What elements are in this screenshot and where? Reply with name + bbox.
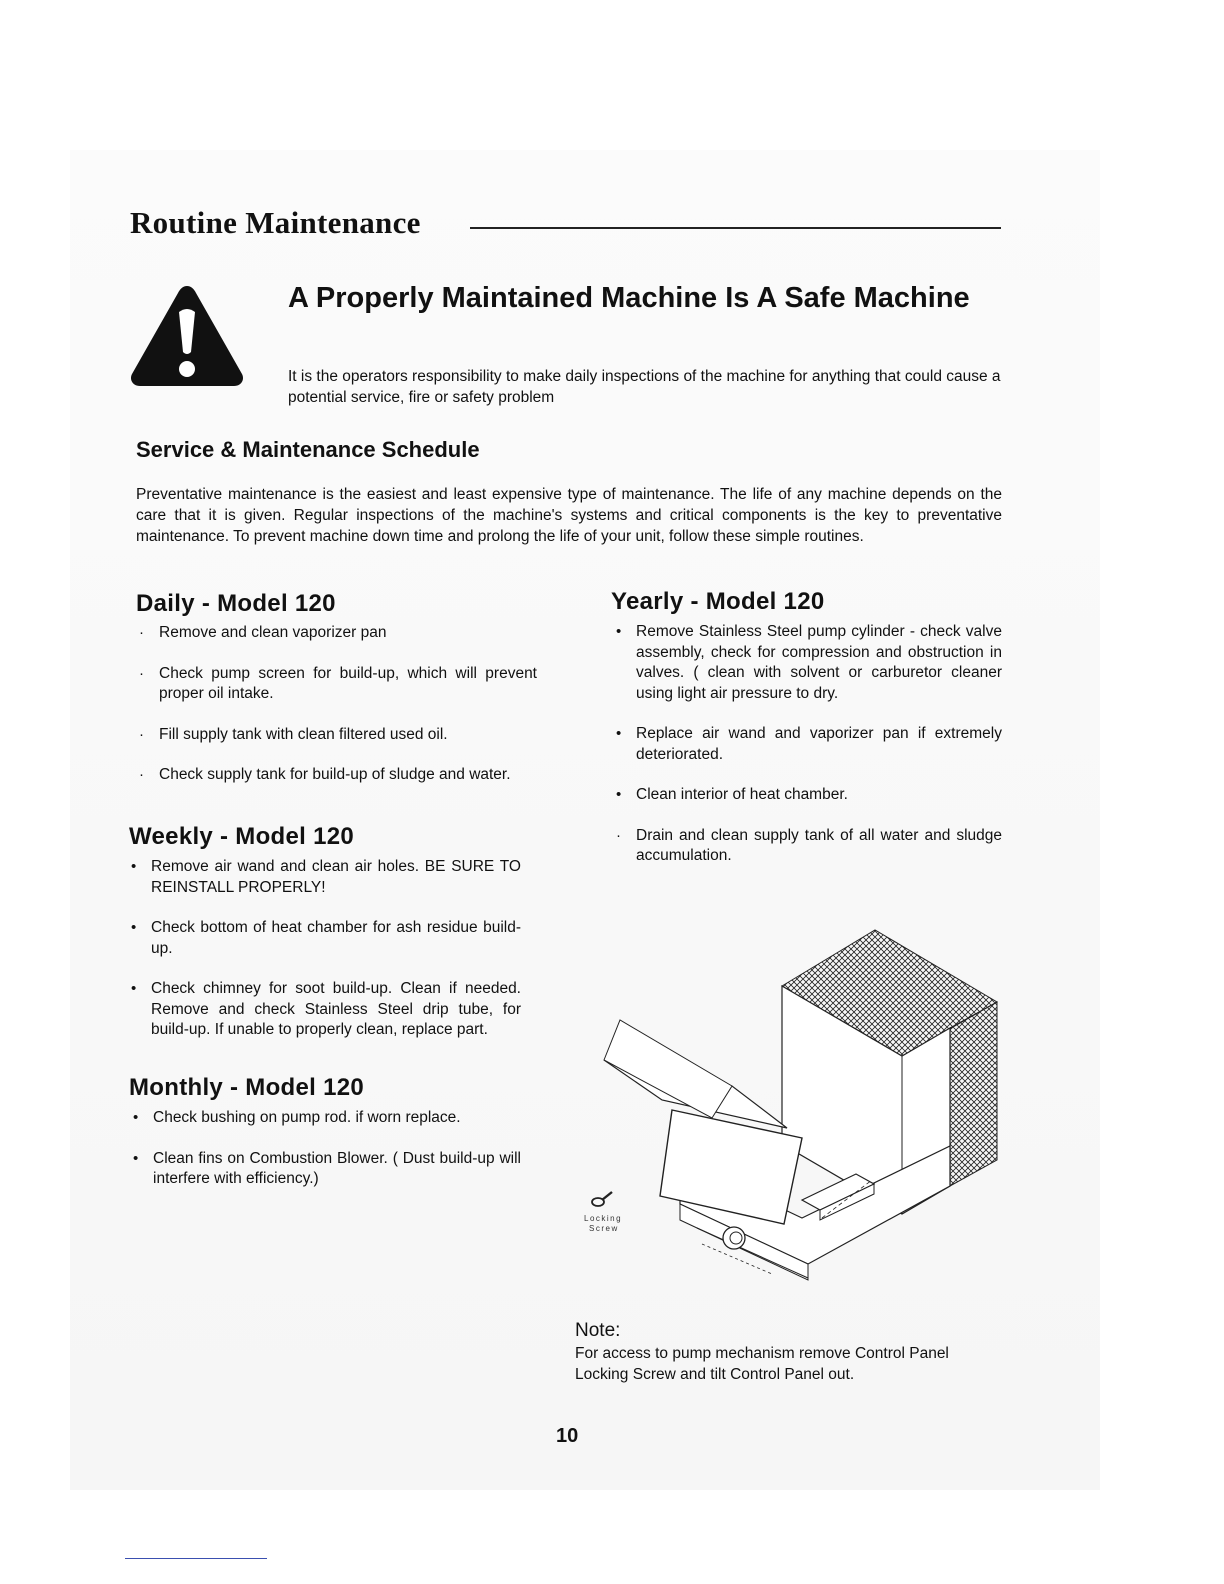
monthly-heading: Monthly - Model 120 xyxy=(129,1074,365,1101)
weekly-heading: Weekly - Model 120 xyxy=(129,823,355,850)
list-item: · Fill supply tank with clean filtered used oil. xyxy=(139,725,448,743)
page-number: 10 xyxy=(556,1425,579,1447)
list-item: • Remove Stainless Steel pump cylinder - check valve assembly, check for compression and obstruction in valves. ( clean with solvent or carburetor cleaner using light air pressure to dry. xyxy=(616,623,1002,702)
intro-text: It is the operators responsibility to make daily inspections of the machine for anything that could cause a potential service, fire or safety problem xyxy=(288,368,1001,406)
title-rule xyxy=(470,227,1001,229)
machine-illustration xyxy=(572,928,1004,1324)
daily-heading: Daily - Model 120 xyxy=(136,590,336,617)
list-item: • Check bottom of heat chamber for ash residue build-up. xyxy=(131,919,521,957)
locking-screw-icon xyxy=(592,1192,612,1206)
list-item: · Remove and clean vaporizer pan xyxy=(139,624,387,641)
list-item: • Clean fins on Combustion Blower. ( Dust build-up will interfere with efficiency.) xyxy=(133,1149,521,1187)
monthly-list xyxy=(131,1108,521,1210)
weekly-list xyxy=(129,857,521,1061)
yearly-list xyxy=(614,622,1002,887)
list-item: • Check bushing on pump rod. if worn replace. xyxy=(133,1109,461,1126)
list-item: • Clean interior of heat chamber. xyxy=(616,786,848,803)
daily-list xyxy=(137,623,537,806)
bottom-link-line xyxy=(125,1558,267,1559)
note-text: For access to pump mechanism remove Control Panel Locking Screw and tilt Control Panel out. xyxy=(575,1345,949,1383)
list-item: · Drain and clean supply tank of all water and sludge accumulation. xyxy=(616,826,1002,864)
list-item: • Check chimney for soot build-up. Clean if needed. Remove and check Stainless Steel drip tube, for build-up. If unable to properly clean, replace part. xyxy=(131,980,521,1038)
yearly-heading: Yearly - Model 120 xyxy=(611,588,825,615)
list-item: • Replace air wand and vaporizer pan if extremely deteriorated. xyxy=(616,725,1002,763)
page-headline: A Properly Maintained Machine Is A Safe Machine xyxy=(288,282,970,314)
note-title: Note: xyxy=(575,1320,621,1341)
schedule-paragraph: Preventative maintenance is the easiest and least expensive type of maintenance. The life of any machine depends on the care that it is given. Regular inspections of the machine's systems and critical components is the key to preventative maintenance. To prevent machine down time and prolong the life of your unit, follow these simple routines. xyxy=(136,486,1002,545)
warning-icon xyxy=(128,282,246,390)
section-title: Routine Maintenance xyxy=(130,205,421,240)
list-item: · Check supply tank for build-up of sludge and water. xyxy=(139,766,511,783)
locking-label: Locking xyxy=(584,1214,623,1223)
list-item: · Check pump screen for build-up, which will prevent proper oil intake. xyxy=(139,664,537,702)
schedule-heading: Service & Maintenance Schedule xyxy=(136,437,480,462)
list-item: • Remove air wand and clean air holes. BE SURE TO REINSTALL PROPERLY! xyxy=(131,858,521,896)
screw-label: Screw xyxy=(589,1224,619,1233)
